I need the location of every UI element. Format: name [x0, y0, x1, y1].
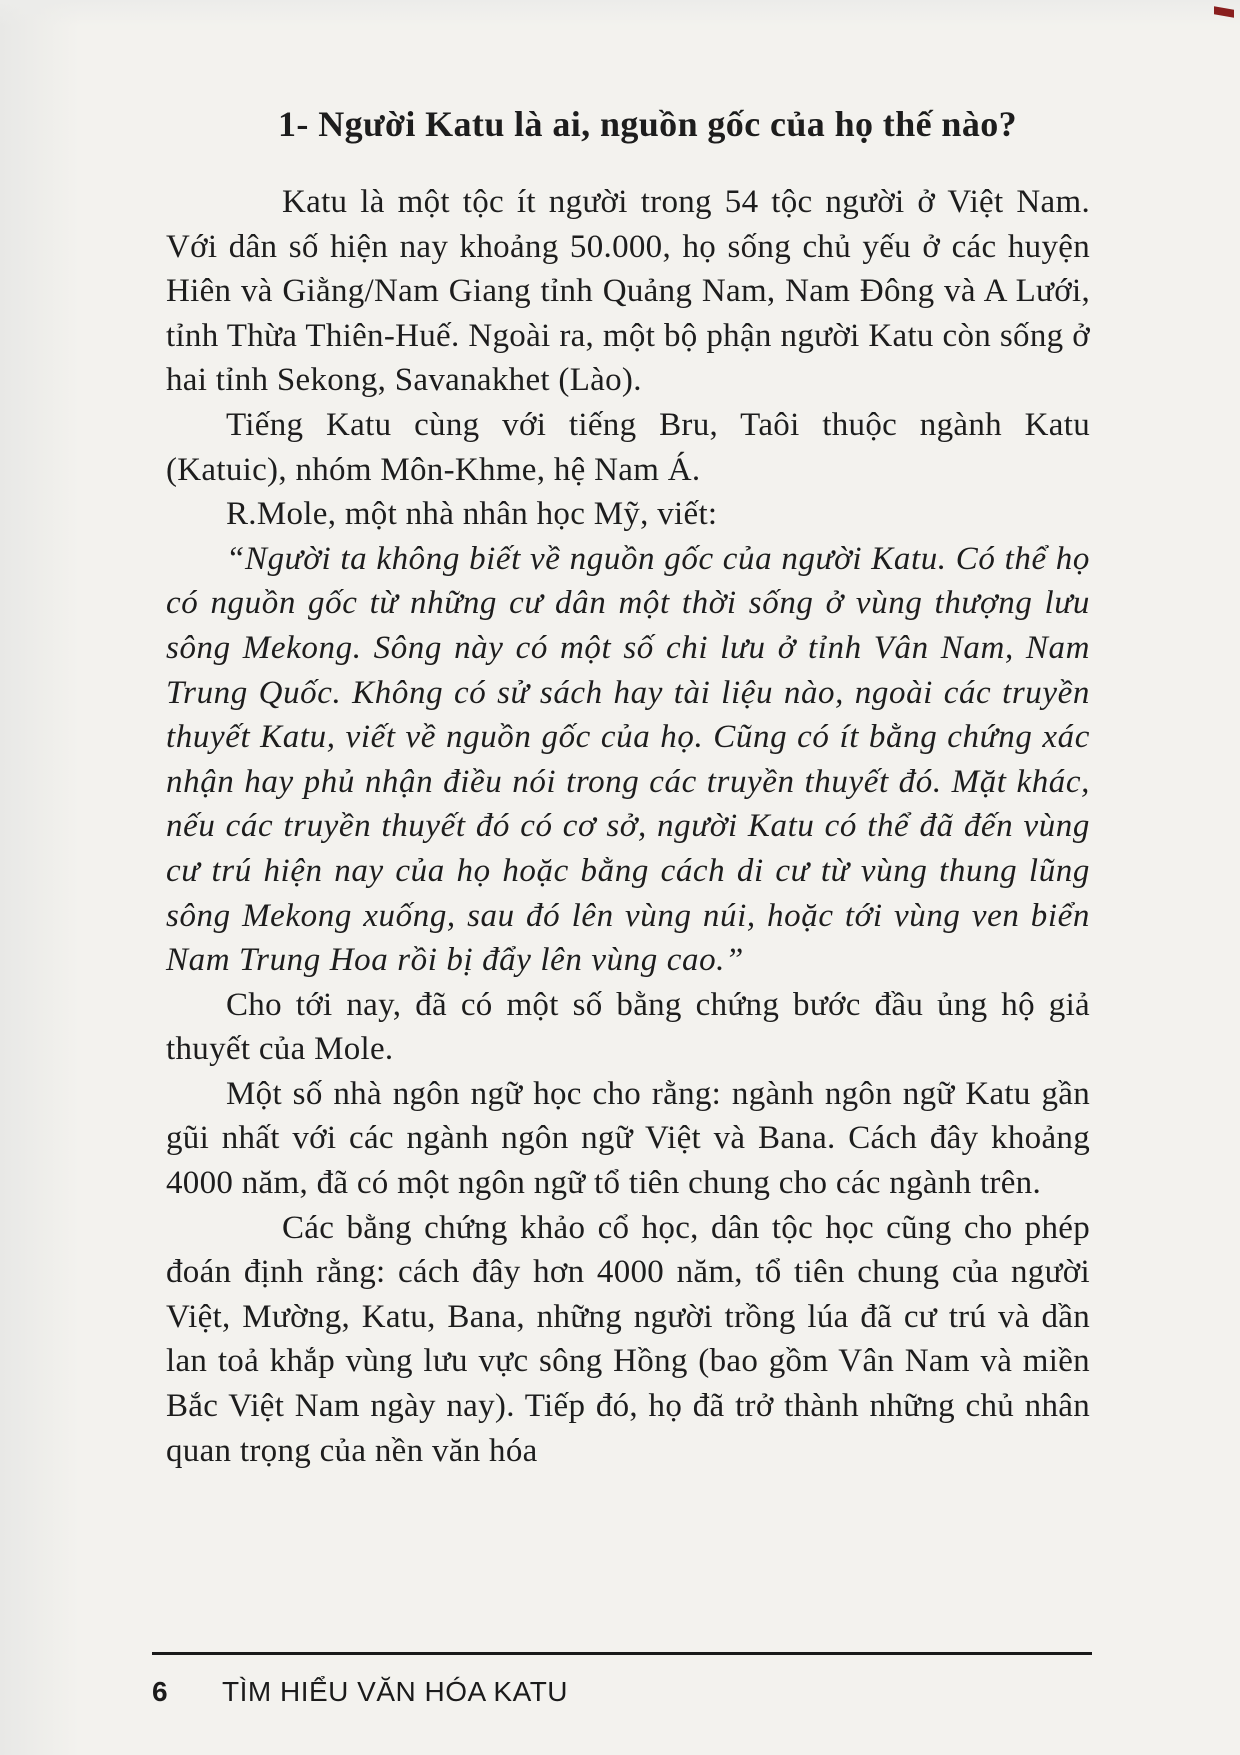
paragraph-language: Tiếng Katu cùng với tiếng Bru, Taôi thuộc ngành Katu (Katuic), nhóm Môn-Khme, hệ Nam Á. — [166, 406, 1090, 488]
page-number: 6 — [152, 1676, 168, 1707]
page-body — [166, 100, 1090, 1473]
section-heading: 1- Người Katu là ai, nguồn gốc của họ thế nào? — [278, 104, 1018, 144]
page-footer — [152, 1672, 568, 1712]
paragraph-archaeology: Các bằng chứng khảo cổ học, dân tộc học cũng cho phép đoán định rằng: cách đây hơn 4000 năm, tổ tiên chung của người Việt, Mường, Katu, Bana, những người trồng lúa đã cư trú và dần lan toả khắp vùng lưu vực sông Hồng (bao gồm Vân Nam và miền Bắc Việt Nam ngày nay). Tiếp đó, họ đã trở thành những chủ nhân quan trọng của nền văn hóa — [166, 1209, 1090, 1469]
running-title: TÌM HIỂU VĂN HÓA KATU — [222, 1676, 569, 1707]
paragraph-linguistics: Một số nhà ngôn ngữ học cho rằng: ngành ngôn ngữ Katu gần gũi nhất với các ngành ngôn ngữ Việt và Bana. Cách đây khoảng 4000 năm, đã có một ngôn ngữ tổ tiên chung cho các ngành trên. — [166, 1075, 1090, 1202]
footer-divider — [152, 1652, 1092, 1655]
page-gutter-shadow — [0, 0, 80, 1755]
paragraph-mole-quote: “Người ta không biết về nguồn gốc của người Katu. Có thể họ có nguồn gốc từ những cư dân một thời sống ở vùng thượng lưu sông Mekong. Sông này có một số chi lưu ở tỉnh Vân Nam, Nam Trung Quốc. Không có sử sách hay tài liệu nào, ngoài các truyền thuyết Katu, viết về nguồn gốc của họ. Cũng có ít bằng chứng xác nhận hay phủ nhận điều nói trong các truyền thuyết đó. Mặt khác, nếu các truyền thuyết đó có cơ sở, người Katu có thể đã đến vùng cư trú hiện nay của họ hoặc bằng cách di cư từ vùng thung lũng sông Mekong xuống, sau đó lên vùng núi, hoặc tới vùng ven biển Nam Trung Hoa rồi bị đẩy lên vùng cao.” — [166, 540, 1090, 979]
paragraph-evidence: Cho tới nay, đã có một số bằng chứng bước đầu ủng hộ giả thuyết của Mole. — [166, 986, 1090, 1068]
paragraph-mole-intro: R.Mole, một nhà nhân học Mỹ, viết: — [226, 496, 718, 533]
paragraph-intro: Katu là một tộc ít người trong 54 tộc người ở Việt Nam. Với dân số hiện nay khoảng 50.000, họ sống chủ yếu ở các huyện Hiên và Giằng/Nam Giang tỉnh Quảng Nam, Nam Đông và A Lưới, tỉnh Thừa Thiên-Huế. Ngoài ra, một bộ phận người Katu còn sống ở hai tỉnh Sekong, Savanakhet (Lào). — [166, 184, 1090, 399]
page-top-edge — [0, 0, 1240, 26]
